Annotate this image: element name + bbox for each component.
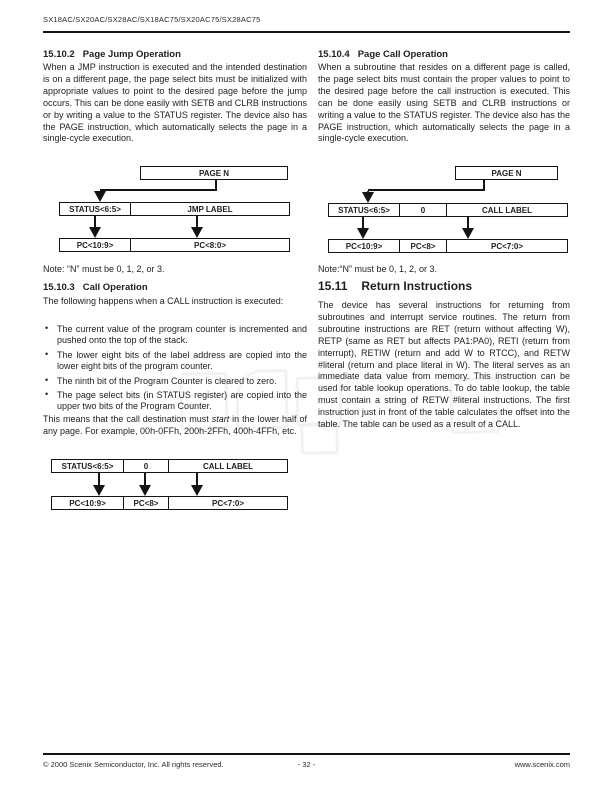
diagram-cell-pc109: PC<10:9>	[69, 498, 106, 508]
connector-elbow	[368, 180, 485, 191]
emphasized-word: start	[211, 414, 230, 424]
arrow-down-icon	[139, 473, 151, 496]
note-page-jump: Note: “N” must be 0, 1, 2, or 3.	[43, 264, 165, 274]
section-title: Page Jump Operation	[82, 49, 181, 60]
paragraph-page-call: When a subroutine that resides on a different page is called, the page select bits must contain the proper values to point to the desired page before the call instruction is executed. This can be done easily using SETB and CLRB instructions or writing a value to the STATUS register. The device also has the PAGE instruction, which automatically selects the page in a single-cycle execution.	[318, 62, 570, 144]
paragraph-call-intro: The following happens when a CALL instruction is executed:	[43, 296, 284, 306]
diagram-box-page-n: PAGE N	[455, 166, 558, 180]
diagram-box-page-n: PAGE N	[140, 166, 288, 180]
bullet-icon: •	[45, 348, 49, 359]
footer-copyright: © 2000 Scenix Semiconductor, Inc. All rights reserved.	[43, 760, 224, 769]
section-number: 15.11	[318, 279, 348, 293]
arrow-down-icon	[362, 191, 374, 203]
diagram-cell-call-label: CALL LABEL	[446, 204, 567, 216]
call-operation-bullet-list	[43, 324, 307, 416]
paragraph-call-destination: This means that the call destination must start in the lower half of any page. For example, 00h-0FFh, 200h-2FFh, 400h-4FFh, etc.	[43, 414, 307, 436]
diagram-cell-pc70: PC<7:0>	[446, 240, 567, 252]
diagram-cell-pc80: PC<8:0>	[130, 239, 289, 251]
list-item: • The ninth bit of the Program Counter is cleared to zero.	[45, 374, 277, 386]
section-heading-15-10-3	[43, 282, 148, 293]
list-item: • The current value of the program counter is incremented and pushed onto the top of the stack.	[45, 323, 307, 346]
arrow-down-icon	[93, 473, 105, 496]
diagram-row-source	[51, 459, 288, 473]
diagram-row-pc	[59, 238, 290, 252]
arrow-down-icon	[462, 217, 474, 239]
list-item: • The lower eight bits of the label address are copied into the lower eight bits of the program counter.	[45, 348, 307, 372]
section-number: 15.10.2	[43, 49, 75, 60]
diagram-cell-jmp-label: JMP LABEL	[130, 203, 289, 215]
bullet-icon: •	[45, 389, 49, 400]
header-rule	[43, 31, 570, 33]
diagram-row-pc	[51, 496, 288, 510]
paragraph-return-instructions: The device has several instructions for returning from subroutines and interrupt service routines. The return from subroutine instructions are RET (return without affecting W), RETP (same as RET but affects PA1:PA0), RETI (return from interrupt), RETIW (return and add W to RTCC), and RETW #literal (return and place literal in W). The literal serves as an immediate data value from memory. This instruction can be used for table lookup operations. To do table lookup, the table must contain a string of RETW #literal instructions. The first instruction just in front of the table calculates the offset into the table. The table can be used as a result of a CALL.	[318, 300, 570, 430]
diagram-call-operation	[43, 459, 307, 511]
diagram-cell-status: STATUS<6:5>	[61, 461, 114, 471]
diagram-page-call	[318, 166, 570, 254]
bullet-icon: •	[45, 323, 49, 333]
diagram-cell-zero: 0	[123, 460, 168, 472]
section-title: Return Instructions	[361, 279, 473, 293]
list-item: • The page select bits (in STATUS register) are copied into the upper two bits of the Program Counter.	[45, 389, 307, 412]
diagram-cell-status: STATUS<6:5>	[69, 204, 121, 214]
connector-elbow	[100, 180, 217, 191]
document-header-title: SX18AC/SX20AC/SX28AC/SX18AC75/SX20AC75/SX28AC75	[43, 15, 261, 24]
arrow-down-icon	[357, 217, 369, 239]
diagram-cell-zero: 0	[399, 204, 446, 216]
arrow-down-icon	[191, 473, 203, 496]
diagram-cell-pc8: PC<8>	[123, 497, 168, 509]
section-heading-15-11	[318, 279, 472, 293]
footer-rule	[43, 753, 570, 755]
section-heading-15-10-4	[318, 49, 448, 60]
diagram-page-jump	[43, 166, 307, 254]
diagram-cell-pc109: PC<10:9>	[345, 241, 383, 251]
diagram-cell-call-label: CALL LABEL	[168, 460, 287, 472]
diagram-cell-pc109: PC<10:9>	[76, 240, 114, 250]
diagram-cell-pc70: PC<7:0>	[168, 497, 287, 509]
diagram-cell-status: STATUS<6:5>	[338, 205, 390, 215]
section-title: Call Operation	[82, 282, 148, 293]
footer-website: www.scenix.com	[514, 760, 570, 769]
arrow-down-icon	[89, 216, 101, 238]
diagram-cell-pc8: PC<8>	[399, 240, 446, 252]
diagram-row-pc	[328, 239, 568, 253]
bullet-icon: •	[45, 374, 49, 385]
section-number: 15.10.3	[43, 282, 75, 293]
section-heading-15-10-2	[43, 49, 181, 60]
section-number: 15.10.4	[318, 49, 350, 60]
paragraph-page-jump: When a JMP instruction is executed and the intended destination is on a different page, the page select bits must be initialized with appropriate values to point to the desired page before the jump occurs. This can be done easily with SETB and CLRB instructions or by writing a value to the STATUS register. The device also has the PAGE instruction, which automatically selects the page in a single-cycle execution.	[43, 62, 307, 144]
diagram-row-source	[59, 202, 290, 216]
footer-page-number: - 32 -	[297, 760, 316, 769]
arrow-down-icon	[191, 216, 203, 238]
arrow-down-icon	[94, 191, 106, 202]
note-page-call: Note:“N” must be 0, 1, 2, or 3.	[318, 264, 438, 274]
section-title: Page Call Operation	[357, 49, 448, 60]
diagram-row-source	[328, 203, 568, 217]
